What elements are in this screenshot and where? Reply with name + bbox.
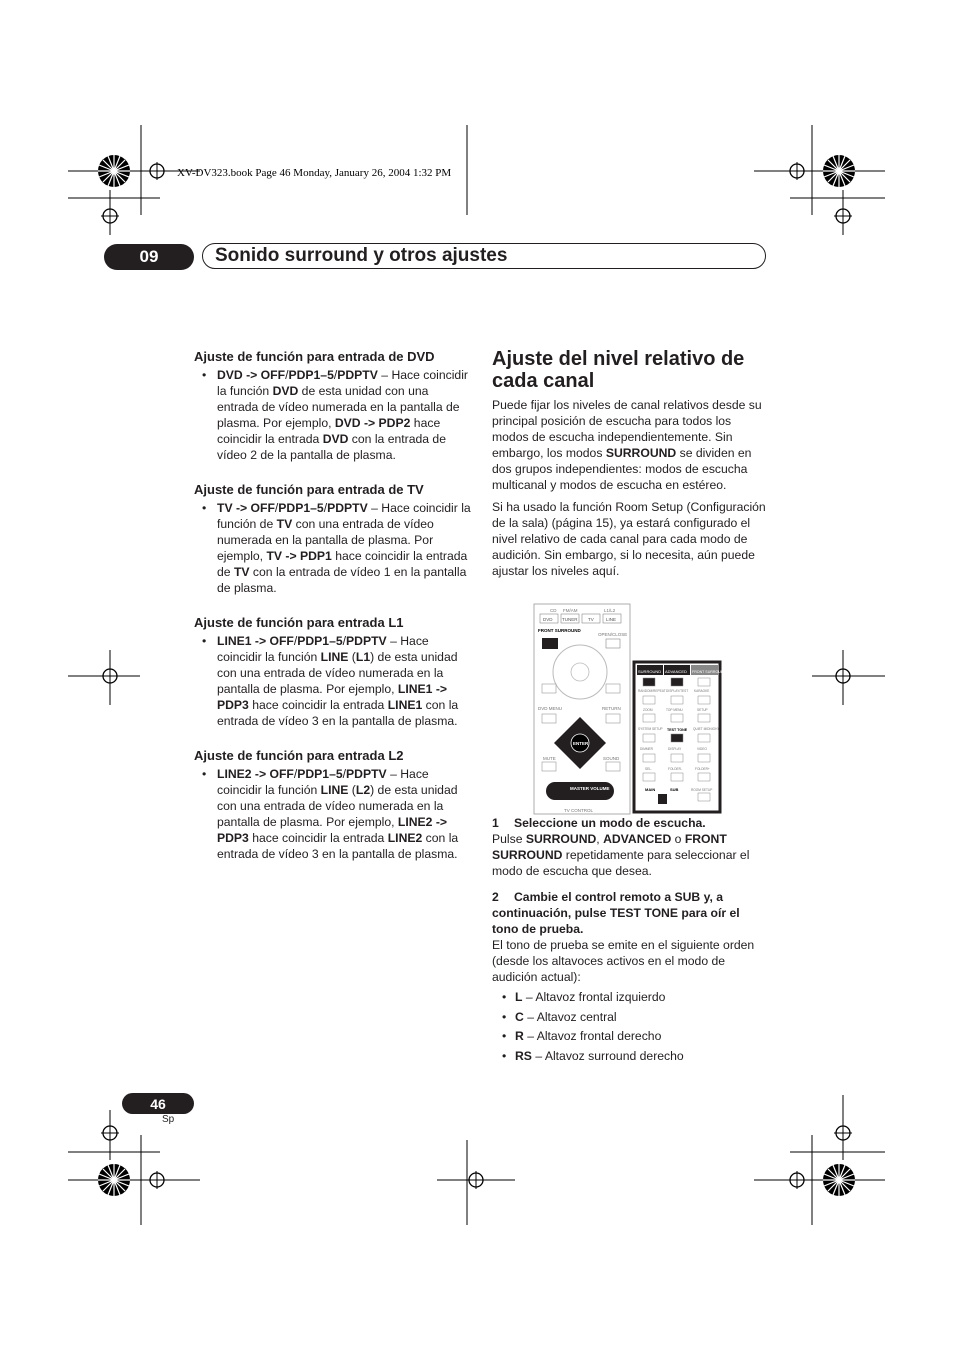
section-heading: Ajuste de función para entrada de TV [194,482,424,497]
remote-label: FOLDER+ [695,767,710,771]
chapter-number: 09 [104,244,194,270]
remote-btn-line: LINE [606,617,617,622]
remote-label-open-close: OPEN/CLOSE [598,632,628,637]
paragraph: Si ha usado la función Room Setup (Configuración de la sala) (página 15), ya estará configurado el nivel relativo de cada canal para cada modo de audición. Sin embargo, si lo necesita, aún puede ajustar los niveles aquí. [492,500,766,578]
section-heading: Ajuste de función para entrada L1 [194,615,404,630]
remote-btn-dvd: DVD [543,617,553,622]
remote-label-cd: CD [550,608,557,613]
section-heading: Ajuste de función para entrada de DVD [194,349,435,364]
section-heading: Ajuste de función para entrada L2 [194,748,404,763]
bullet-item: • DVD -> OFF/PDP1–5/PDPTV – Hace coincidir la función DVD de esta unidad con una entrada de vídeo numerada en la pantalla de plasma. Por ejemplo, DVD -> PDP2 hace coincidir la entrada DVD con la entrada de vídeo 2 de la pantalla de plasma. [202,368,468,462]
left-column [194,348,472,880]
page-number: 46 [122,1093,194,1114]
remote-label-l1l2: L1/L2 [604,608,616,613]
remote-label: ZOOM [643,708,653,712]
remote-label: DIMMER [640,747,653,751]
step-1-title: 1 Seleccione un modo de escucha. [492,816,706,830]
remote-label-fmam: FM/AM [563,608,578,613]
section-tv [194,481,472,596]
remote-btn-tuner: TUNER [562,617,578,622]
remote-btn-advanced: ADVANCED [665,669,687,674]
remote-label: SETUP [697,708,708,712]
remote-label: KARAOKE [694,689,710,693]
remote-label-sub: SUB [670,787,679,792]
remote-btn-tv: TV [588,617,594,622]
section-dvd [194,348,472,463]
remote-label-room-setup: ROOM SETUP [691,788,713,792]
tone-item: • C – Altavoz central [502,1009,617,1024]
tone-item: • RS – Altavoz surround derecho [502,1048,684,1063]
remote-label: DISPLAY/TEST [666,689,689,693]
file-info-line: XV-DV323.book Page 46 Monday, January 26, 2004 1:32 PM [177,167,452,179]
remote-label-main: MAIN [645,787,656,792]
remote-label: RANDOM/REPEAT [638,689,666,693]
remote-label: SEL. [645,767,652,771]
bullet-item: • LINE2 -> OFF/PDP1–5/PDPTV – Hace coincidir la función LINE (L2) de esta unidad con una entrada de vídeo numerada en la pantalla de plasma. Por ejemplo, LINE2 -> PDP3 hace coincidir la entrada LINE2 con la entrada de vídeo 3 en la pantalla de plasma. [202,767,459,861]
remote-label: TOP MENU [666,708,683,712]
section-l1 [194,614,472,729]
tone-item: • L – Altavoz frontal izquierdo [502,990,666,1004]
paragraph: Puede fijar los niveles de canal relativos desde su principal posición de escucha para todos los modos de escucha independientemente. Sin embargo, los modos SURROUND se dividen en dos grupos independientes: modos de escucha multicanal y modos de escucha en estéreo. [492,398,762,492]
remote-btn-front-surround: FRONT SURROUND [692,670,727,674]
bullet-item: • LINE1 -> OFF/PDP1–5/PDPTV – Hace coincidir la función LINE (L1) de esta unidad con una entrada de vídeo numerada en la pantalla de plasma. Por ejemplo, LINE1 -> PDP3 hace coincidir la entrada LINE1 con la entrada de vídeo 3 en la pantalla de plasma. [202,634,459,728]
remote-control-illustration [534,604,727,814]
remote-label-return: RETURN [602,706,621,711]
remote-label-dvd-menu: DVD MENU [538,706,563,711]
step-2-title: 2 Cambie el control remoto a SUB y, a continuación, pulse TEST TONE para oír el tono de prueba. [492,890,740,936]
remote-label-tv-control: TV CONTROL [564,808,594,813]
page-language: Sp [162,1114,175,1125]
remote-btn-enter: ENTER [573,741,589,746]
remote-label-test-tone: TEST TONE [667,728,688,732]
step-2-body: El tono de prueba se emite en el siguiente orden (desde los altavoces activos en el modo de audición actual): [492,938,755,984]
remote-label: VIDEO [697,747,707,751]
tone-item: • R – Altavoz frontal derecho [502,1029,662,1044]
step-1-body: Pulse SURROUND, ADVANCED o FRONT SURROUND repetidamente para seleccionar el modo de escucha que desea. [492,832,750,878]
remote-label: SYSTEM SETUP [638,727,663,731]
remote-label-sound: SOUND [603,756,620,761]
remote-btn-surround: SURROUND [638,669,662,674]
section-title: Ajuste del nivel relativo de cada canal [492,348,745,392]
remote-label: FOLDER- [668,767,682,771]
remote-label: QUIET MIDNIGHT [693,727,720,731]
remote-label-mute: MUTE [543,756,556,761]
remote-label-master-volume: MASTER VOLUME [570,786,610,791]
remote-label-front-surround: FRONT SURROUND [538,628,581,633]
remote-label: DISPLAY [668,747,682,751]
section-l2 [194,747,472,862]
chapter-title: Sonido surround y otros ajustes [202,243,766,269]
bullet-item: • TV -> OFF/PDP1–5/PDPTV – Hace coincidir la función de TV con una entrada de vídeo numerada en la pantalla de plasma. Por ejemplo, TV -> PDP1 hace coincidir la entrada de TV con la entrada de vídeo 1 en la pantalla de plasma. [202,501,471,595]
